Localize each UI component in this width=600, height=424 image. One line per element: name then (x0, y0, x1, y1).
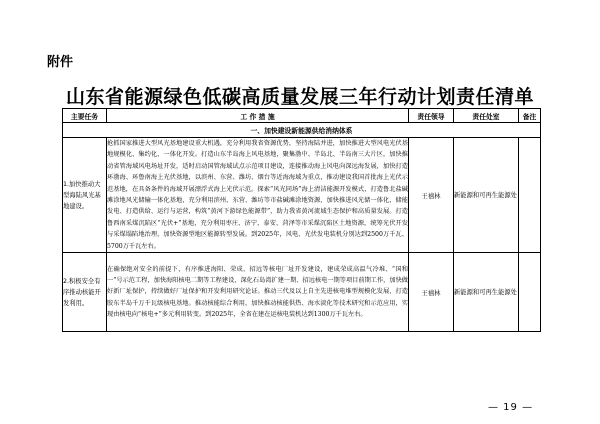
office-cell: 新能源和可再生能源处 (454, 138, 519, 253)
table-row (63, 253, 541, 332)
responsibility-table (62, 108, 541, 332)
header-lead: 责任领导 (409, 109, 454, 123)
lead-cell: 王禧林 (409, 253, 454, 332)
measures-cell: 在确保绝对安全的前提下，有序推进海阳、荣成、招远等核电厂址开发建设，建成荣成高温气冷堆、“国和一”号示范工程，加快海阳核电二期等工程建设，深化石岛湾扩建一期、招远核电一期等项目前期工作，加快做好新厂址保护，持续做好厂址保护和开发利用研究论证。推动三代及以上自主先进核电堆型规模化发展，打造胶东半岛千万千瓦级核电基地。推动核能综合利用，加快推动核能供热、海水淡化等技术研究和示范应用，实现由核电向“核电+”多元利用转变。到2025年，全省在建在运核电装机达到1300万千瓦左右。 (107, 253, 409, 332)
document-title: 山东省能源绿色低碳高质量发展三年行动计划责任清单 (65, 86, 534, 108)
task-cell: 1.加快推动大型海陆风光基地建设。 (63, 138, 107, 253)
header-measures: 工 作 措 施 (107, 109, 409, 123)
task-cell: 2.积极安全有序推动核能开发利用。 (63, 253, 107, 332)
lead-cell: 王禧林 (409, 138, 454, 253)
section-title: 一、加快建设新能源供给消纳体系 (63, 123, 541, 138)
header-office: 责任处室 (454, 109, 519, 123)
table-header-row (63, 109, 541, 123)
remark-cell (519, 253, 541, 332)
attachment-label: 附件 (47, 55, 74, 70)
table-row (63, 138, 541, 253)
page-number: — 19 — (488, 402, 534, 413)
header-remark: 备注 (519, 109, 541, 123)
header-task: 主要任务 (63, 109, 107, 123)
measures-cell: 抢抓国家推进大型风光基地建设重大机遇，充分利用我省资源优势，坚持海陆并进，加快推进大型风电光伏基地规模化、集约化、一体化开发。打造山东半岛海上风电基地，聚集渤中、半岛北、半岛南三大片区，加快推动省管海域风电场址开发，适时启动国管海域试点示范项目建设，连接推动海上风电向深远海发展，加快打造环渤海、环鲁南海上光伏基地，以滨州、东营、潍坊、烟台等近海海域为重点，推动建设我国首批海上光伏示范基地，在具备条件的海域开展漂浮式海上光伏示范。探索“风光同场”海上清洁能源开发模式，打造鲁北盐碱滩涂地风光储输一体化基地，充分利用滨州、东营、潍坊等市盐碱滩涂地资源，加快推进风光储一体化，储能发电、打造供给、运行与运营，构筑“黄河下游绿色能源带”，助力我省黄河流域生态保护和高质量发展。打造鲁西南采煤沉陷区“光伏+”基地，充分利用枣庄、济宁、泰安、菏泽等市采煤沉陷区土地资源，统筹光伏开发与采煤塌陷地治理，加快资源型地区能源转型发展。到2025年，风电、光伏发电装机分别达到2500万千瓦、5700万千瓦左右。 (107, 138, 409, 253)
section-row (63, 123, 541, 138)
remark-cell (519, 138, 541, 253)
office-cell: 新能源和可再生能源处 (454, 253, 519, 332)
